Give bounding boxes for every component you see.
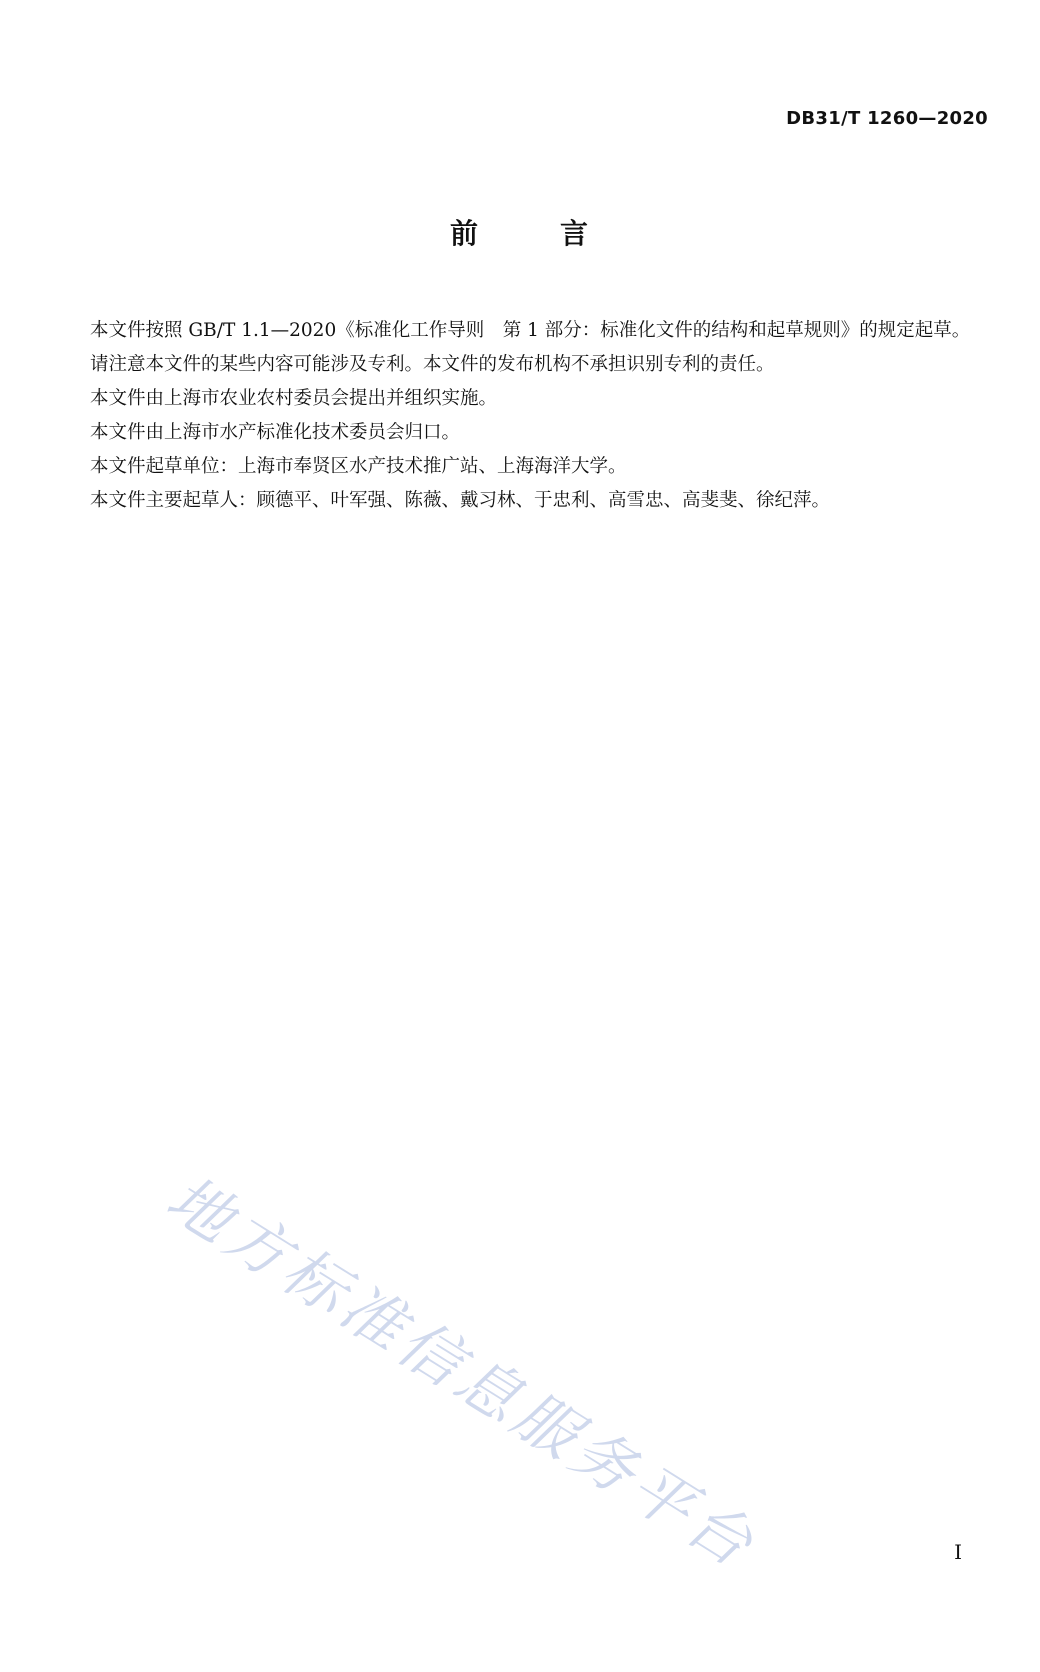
paragraph: 本文件按照 GB/T 1.1—2020《标准化工作导则 第 1 部分：标准化文件的结构和起草规则》的规定起草。: [90, 320, 971, 341]
paragraph: 本文件由上海市水产标准化技术委员会归口。: [90, 422, 461, 443]
foreword-body: [48, 314, 988, 518]
paragraph: 本文件起草单位：上海市奉贤区水产技术推广站、上海海洋大学。: [90, 456, 627, 477]
paragraph: 本文件由上海市农业农村委员会提出并组织实施。: [90, 388, 498, 409]
page-number: I: [954, 1540, 962, 1564]
paragraph: 请注意本文件的某些内容可能涉及专利。本文件的发布机构不承担识别专利的责任。: [90, 354, 775, 375]
title-char-2: 言: [560, 217, 591, 250]
page-title: [0, 212, 1040, 252]
watermark: 地方标准信息服务平台: [154, 1161, 770, 1584]
standard-code: DB31/T 1260—2020: [786, 108, 988, 129]
title-char-1: 前: [449, 217, 480, 250]
paragraph: 本文件主要起草人：顾德平、叶军强、陈薇、戴习林、于忠利、高雪忠、高斐斐、徐纪萍。: [90, 490, 831, 511]
